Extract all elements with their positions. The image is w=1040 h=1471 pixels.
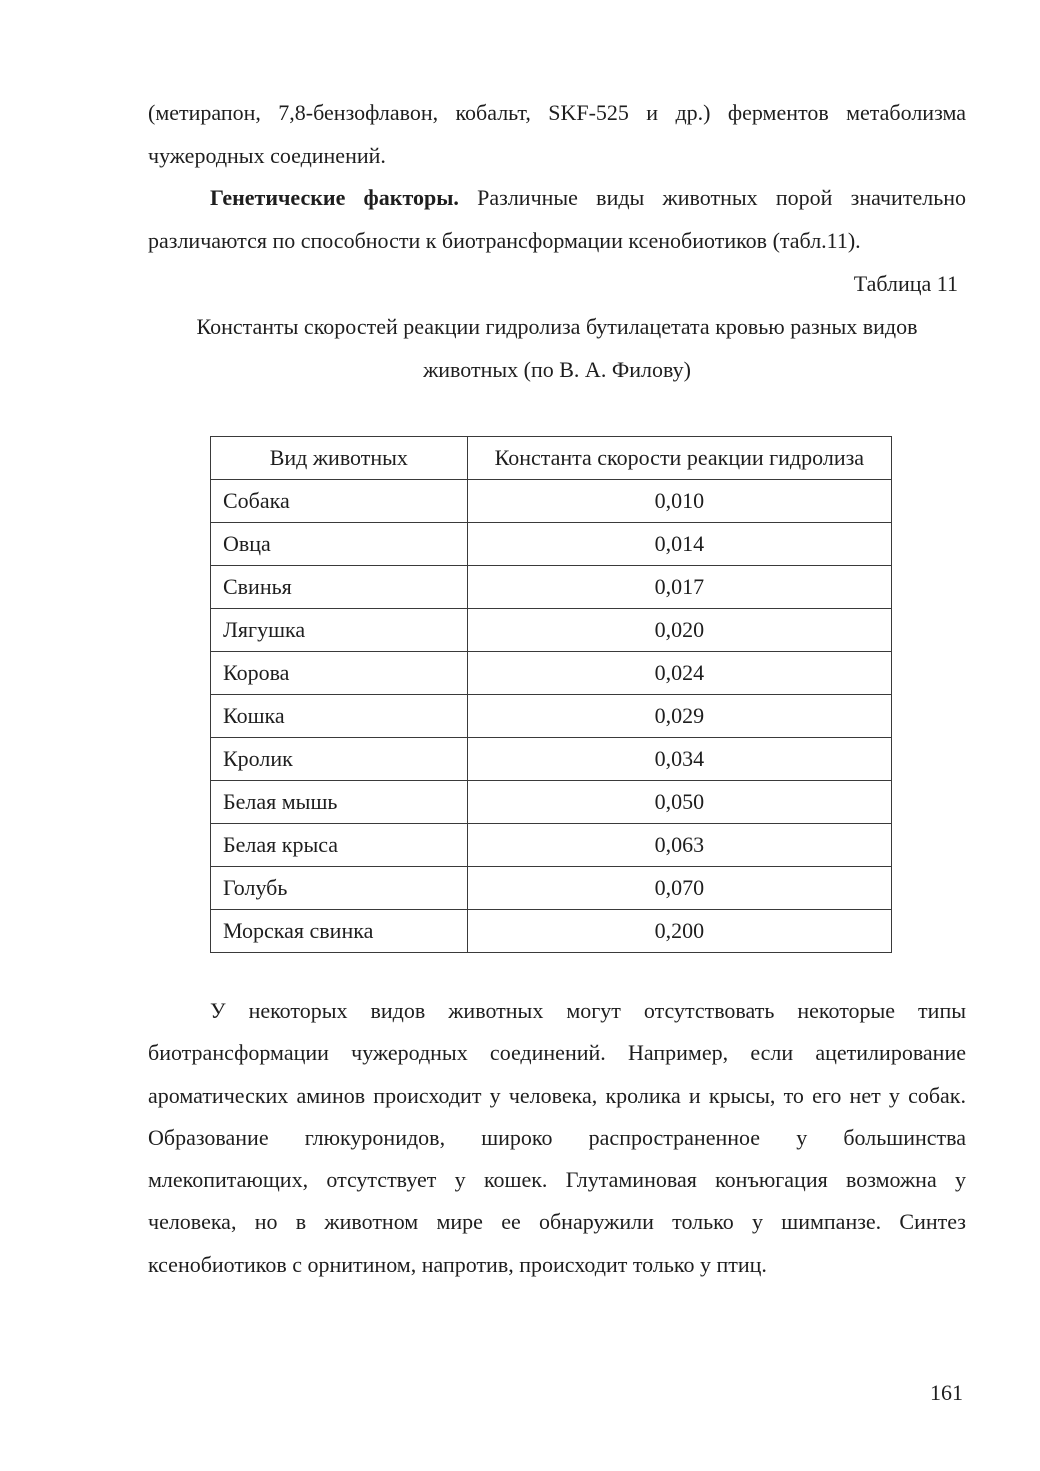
section-heading: Генетические факторы. [210,185,459,210]
table-row [211,652,892,695]
rate-cell: 0,020 [467,609,891,652]
table-caption: Константы скоростей реакции гидролиза бутилацетата кровью разных видов животных (по В. А. Филову) [196,314,918,382]
table-row [211,738,892,781]
table-row [211,695,892,738]
section-text: Различные виды животных порой значительно различаются по способности к биотрансформации ксенобиотиков (табл.11). [148,185,966,253]
hydrolysis-table [210,436,892,953]
rate-cell: 0,200 [467,910,891,953]
table-row [211,480,892,523]
species-cell: Собака [211,480,468,523]
species-cell: Лягушка [211,609,468,652]
table-row [211,824,892,867]
rate-cell: 0,050 [467,781,891,824]
species-cell: Кролик [211,738,468,781]
species-cell: Голубь [211,867,468,910]
table-row [211,910,892,953]
species-cell: Корова [211,652,468,695]
table-row [211,867,892,910]
rate-cell: 0,010 [467,480,891,523]
species-cell: Овца [211,523,468,566]
genetic-factors-paragraph [148,177,966,262]
rate-cell: 0,034 [467,738,891,781]
rate-cell: 0,029 [467,695,891,738]
page-body [148,92,966,391]
header-species: Вид животных [211,437,468,480]
table-row [211,523,892,566]
closing-section [148,990,966,1286]
page-number: 161 [930,1380,963,1405]
rate-cell: 0,063 [467,824,891,867]
table-row [211,566,892,609]
species-cell: Белая мышь [211,781,468,824]
table-row [211,781,892,824]
species-cell: Кошка [211,695,468,738]
rate-cell: 0,014 [467,523,891,566]
closing-paragraph: У некоторых видов животных могут отсутствовать некоторые типы биотрансформации чужеродных соединений. Например, если ацетилирование ароматических аминов происходит у человека, кролика и крысы, то его нет у собак. Образование глюкуронидов, широко распространенное у большинства млекопитающих, отсутствует у кошек. Глутаминовая конъюгация возможна у человека, но в животном мире ее обнаружили только у шимпанзе. Синтез ксенобиотиков с орнитином, напротив, происходит только у птиц. [148,998,966,1277]
rate-cell: 0,070 [467,867,891,910]
species-cell: Свинья [211,566,468,609]
species-cell: Белая крыса [211,824,468,867]
table-row [211,609,892,652]
species-cell: Морская свинка [211,910,468,953]
intro-paragraph: (метирапон, 7,8-бензофлавон, кобальт, SKF-525 и др.) ферментов метаболизма чужеродных соединений. [148,100,966,168]
header-rate-constant: Константа скорости реакции гидролиза [467,437,891,480]
rate-cell: 0,024 [467,652,891,695]
table-header-row [211,437,892,480]
table-label: Таблица 11 [853,271,958,296]
rate-cell: 0,017 [467,566,891,609]
